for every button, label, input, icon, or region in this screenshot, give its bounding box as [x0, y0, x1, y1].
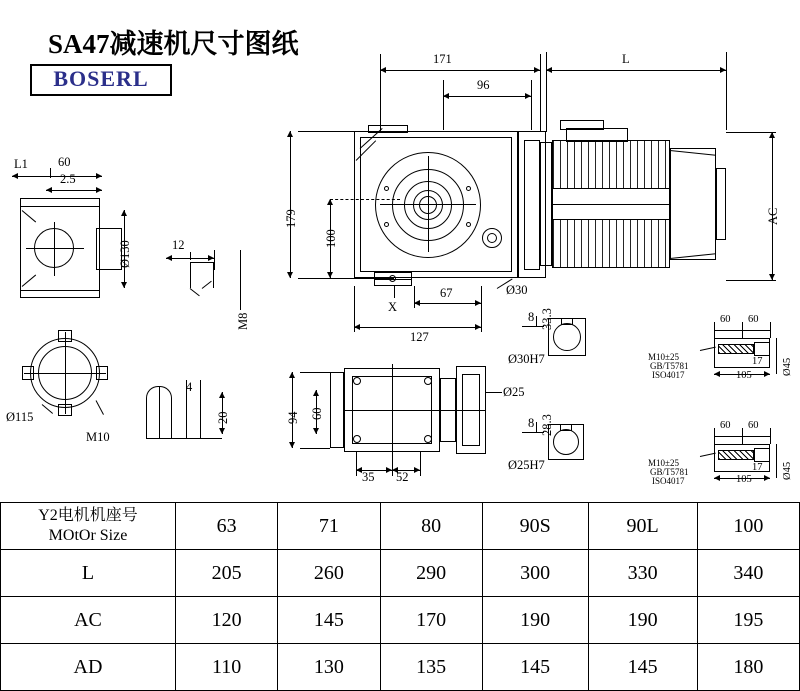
table-col-1: 71: [278, 503, 380, 550]
dim-171: 171: [433, 52, 452, 66]
dim-100: 100: [324, 229, 338, 248]
dim-12: 12: [172, 238, 185, 252]
dim-d115: Ø115: [6, 410, 34, 424]
dim-bolt2-d45: Ø45: [782, 461, 793, 480]
cell-L-63: 205: [176, 550, 278, 597]
table-header-label: [1, 503, 176, 550]
table-header-row: [1, 503, 800, 550]
cell-L-90L: 330: [588, 550, 697, 597]
dim-d30H7: Ø30H7: [508, 352, 545, 366]
bolt2-spec-m10: M10±25: [648, 458, 679, 468]
cell-L-80: 290: [380, 550, 482, 597]
dim-bolt1-60a: 60: [720, 314, 731, 325]
bolt2-spec-gb: GB/T5781: [650, 467, 689, 477]
bolt1-spec-iso: ISO4017: [652, 370, 685, 380]
dim-bolt2-60b: 60: [748, 420, 759, 431]
bolt1-spec-m10: M10±25: [648, 352, 679, 362]
dim-20: 20: [216, 411, 230, 424]
bolt2-spec-iso: ISO4017: [652, 476, 685, 486]
dim-35: 35: [362, 470, 375, 484]
brand-logo-text: BOSERL: [53, 66, 149, 91]
dim-bolt2-60a: 60: [720, 420, 731, 431]
cell-L-100: 340: [697, 550, 799, 597]
table-row: [1, 597, 800, 644]
cell-AD-71: 130: [278, 644, 380, 691]
dim-bolt1-60b: 60: [748, 314, 759, 325]
dim-X: X: [388, 300, 398, 314]
dim-96: 96: [477, 78, 490, 92]
dim-M8: M8: [236, 312, 250, 330]
dim-94: 94: [286, 411, 300, 424]
cell-L-90S: 300: [482, 550, 588, 597]
dim-67: 67: [440, 286, 453, 300]
table-col-3: 90S: [482, 503, 588, 550]
cell-AC-63: 120: [176, 597, 278, 644]
table-col-0: 63: [176, 503, 278, 550]
dim-8-upper: 8: [528, 310, 535, 324]
cell-AC-90L: 190: [588, 597, 697, 644]
cell-AC-100: 195: [697, 597, 799, 644]
cell-AD-100: 180: [697, 644, 799, 691]
table-col-5: 100: [697, 503, 799, 550]
dim-d30: Ø30: [506, 283, 528, 297]
dim-52: 52: [396, 470, 409, 484]
dim-33-3: 33.3: [540, 308, 554, 330]
table-row-label-AD: AD: [1, 644, 176, 691]
dim-bolt2-105: 105: [736, 474, 752, 485]
bolt1-spec-gb: GB/T5781: [650, 361, 689, 371]
cell-AD-90L: 145: [588, 644, 697, 691]
brand-logo: [30, 64, 172, 96]
cell-AD-80: 135: [380, 644, 482, 691]
dimension-table: [0, 502, 800, 691]
cell-AD-63: 110: [176, 644, 278, 691]
dim-8-lower: 8: [528, 416, 535, 430]
dim-179: 179: [284, 209, 298, 228]
page-title-text: SA47减速机尺寸图纸: [48, 29, 299, 59]
dim-bolt1-d45: Ø45: [782, 357, 793, 376]
cell-L-71: 260: [278, 550, 380, 597]
dim-60-plan: 60: [310, 407, 324, 420]
dim-127: 127: [410, 330, 429, 344]
dim-d25H7: Ø25H7: [508, 458, 545, 472]
table-header-label-cn: Y2电机机座号: [38, 507, 138, 524]
cell-AC-90S: 190: [482, 597, 588, 644]
cell-AC-80: 170: [380, 597, 482, 644]
dim-M10: M10: [86, 430, 110, 444]
table-col-4: 90L: [588, 503, 697, 550]
dim-bolt2-17: 17: [752, 462, 763, 473]
dim-d130: Ø130: [118, 240, 132, 268]
dim-bolt1-17: 17: [752, 356, 763, 367]
table-row: [1, 644, 800, 691]
dim-bolt1-105: 105: [736, 370, 752, 381]
table-row-label-AC: AC: [1, 597, 176, 644]
table-row-label-L: L: [1, 550, 176, 597]
dim-L1: L1: [14, 157, 28, 171]
table-row: [1, 550, 800, 597]
cell-AC-71: 145: [278, 597, 380, 644]
dim-2_5: 2.5: [60, 172, 76, 186]
table-header-label-en: MOtOr Size: [48, 527, 128, 544]
dim-28-3: 28.3: [540, 414, 554, 436]
dim-AC: AC: [766, 207, 780, 225]
dim-60: 60: [58, 155, 71, 169]
dim-4: 4: [186, 380, 193, 394]
page-title: [48, 22, 299, 61]
dim-d25: Ø25: [503, 385, 525, 399]
dim-L: L: [622, 52, 630, 66]
table-col-2: 80: [380, 503, 482, 550]
cell-AD-90S: 145: [482, 644, 588, 691]
